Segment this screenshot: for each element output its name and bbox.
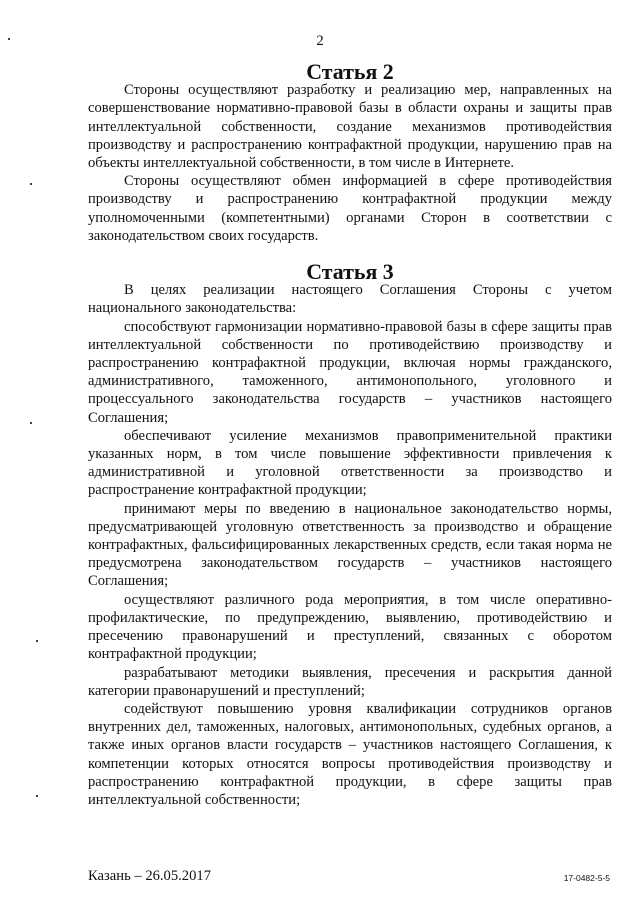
scan-speck: [8, 38, 10, 40]
paragraph: разрабатывают методики выявления, пресечения и раскрытия данной категории правонарушений и преступлений;: [88, 664, 612, 699]
paragraph: осуществляют различного рода мероприятия, в том числе оперативно-профилактические, по предупреждению, выявлению, противодействию и пресечению правонарушений и преступлений, связанных с оборотом контрафактной продукции;: [88, 591, 612, 663]
article-title: Статья 3: [306, 259, 394, 285]
document-body: [88, 59, 612, 809]
paragraph: Стороны осуществляют обмен информацией в сфере противодействия производству и распространению контрафактной продукции между уполномоченными (компетентными) органами Сторон в соответствии с законодательством своих государств.: [88, 173, 612, 244]
footer-place-date: Казань – 26.05.2017: [88, 868, 211, 884]
paragraph: содействуют повышению уровня квалификации сотрудников органов внутренних дел, таможенных, налоговых, антимонопольных, судебных органов, а также иных органов власти государств – участников настоящего Соглашения, к компетенции которых относятся вопросы противодействия производству и распространению контрафактной продукции, в сфере защиты прав интеллектуальной собственности;: [88, 700, 612, 808]
article-3: [88, 259, 612, 809]
page-number: 2: [316, 33, 324, 49]
article-2: [88, 59, 612, 245]
article-title: Статья 2: [306, 59, 394, 84]
paragraph: способствуют гармонизации нормативно-правовой базы в сфере защиты прав интеллектуальной собственности по противодействию производству и распространению контрафактной продукции, включая нормы гражданского, административного, таможенного, антимонопольного, уголовного и процессуального законодательства государств – участников настоящего Соглашения;: [88, 318, 612, 426]
scan-speck: [30, 422, 32, 424]
footer-doc-code: 17-0482-5-5: [563, 873, 610, 883]
scan-speck: [36, 640, 38, 642]
paragraph: Стороны осуществляют разработку и реализацию мер, направленных на совершенствование нормативно-правовой базы в области охраны и защиты прав интеллектуальной собственности, создание механизмов противодействия производству и распространению контрафактной продукции, нарушению прав на объекты интеллектуальной собственности, в том числе в Интернете.: [88, 82, 612, 172]
paragraph: принимают меры по введению в национальное законодательство нормы, предусматривающей уголовную ответственность за производство и обращение контрафактных, фальсифицированных лекарственных средств, если такая норма не предусмотрена законодательством государств – участников настоящего Соглашения;: [88, 500, 612, 590]
scan-speck: [36, 795, 38, 797]
paragraph: обеспечивают усиление механизмов правоприменительной практики указанных норм, в том числе повышение эффективности привлечения к административной и уголовной ответственности за производство и распространение контрафактной продукции;: [88, 427, 612, 499]
scan-speck: [30, 183, 32, 185]
paragraph: В целях реализации настоящего Соглашения Стороны с учетом национального законодательства:: [88, 282, 612, 317]
